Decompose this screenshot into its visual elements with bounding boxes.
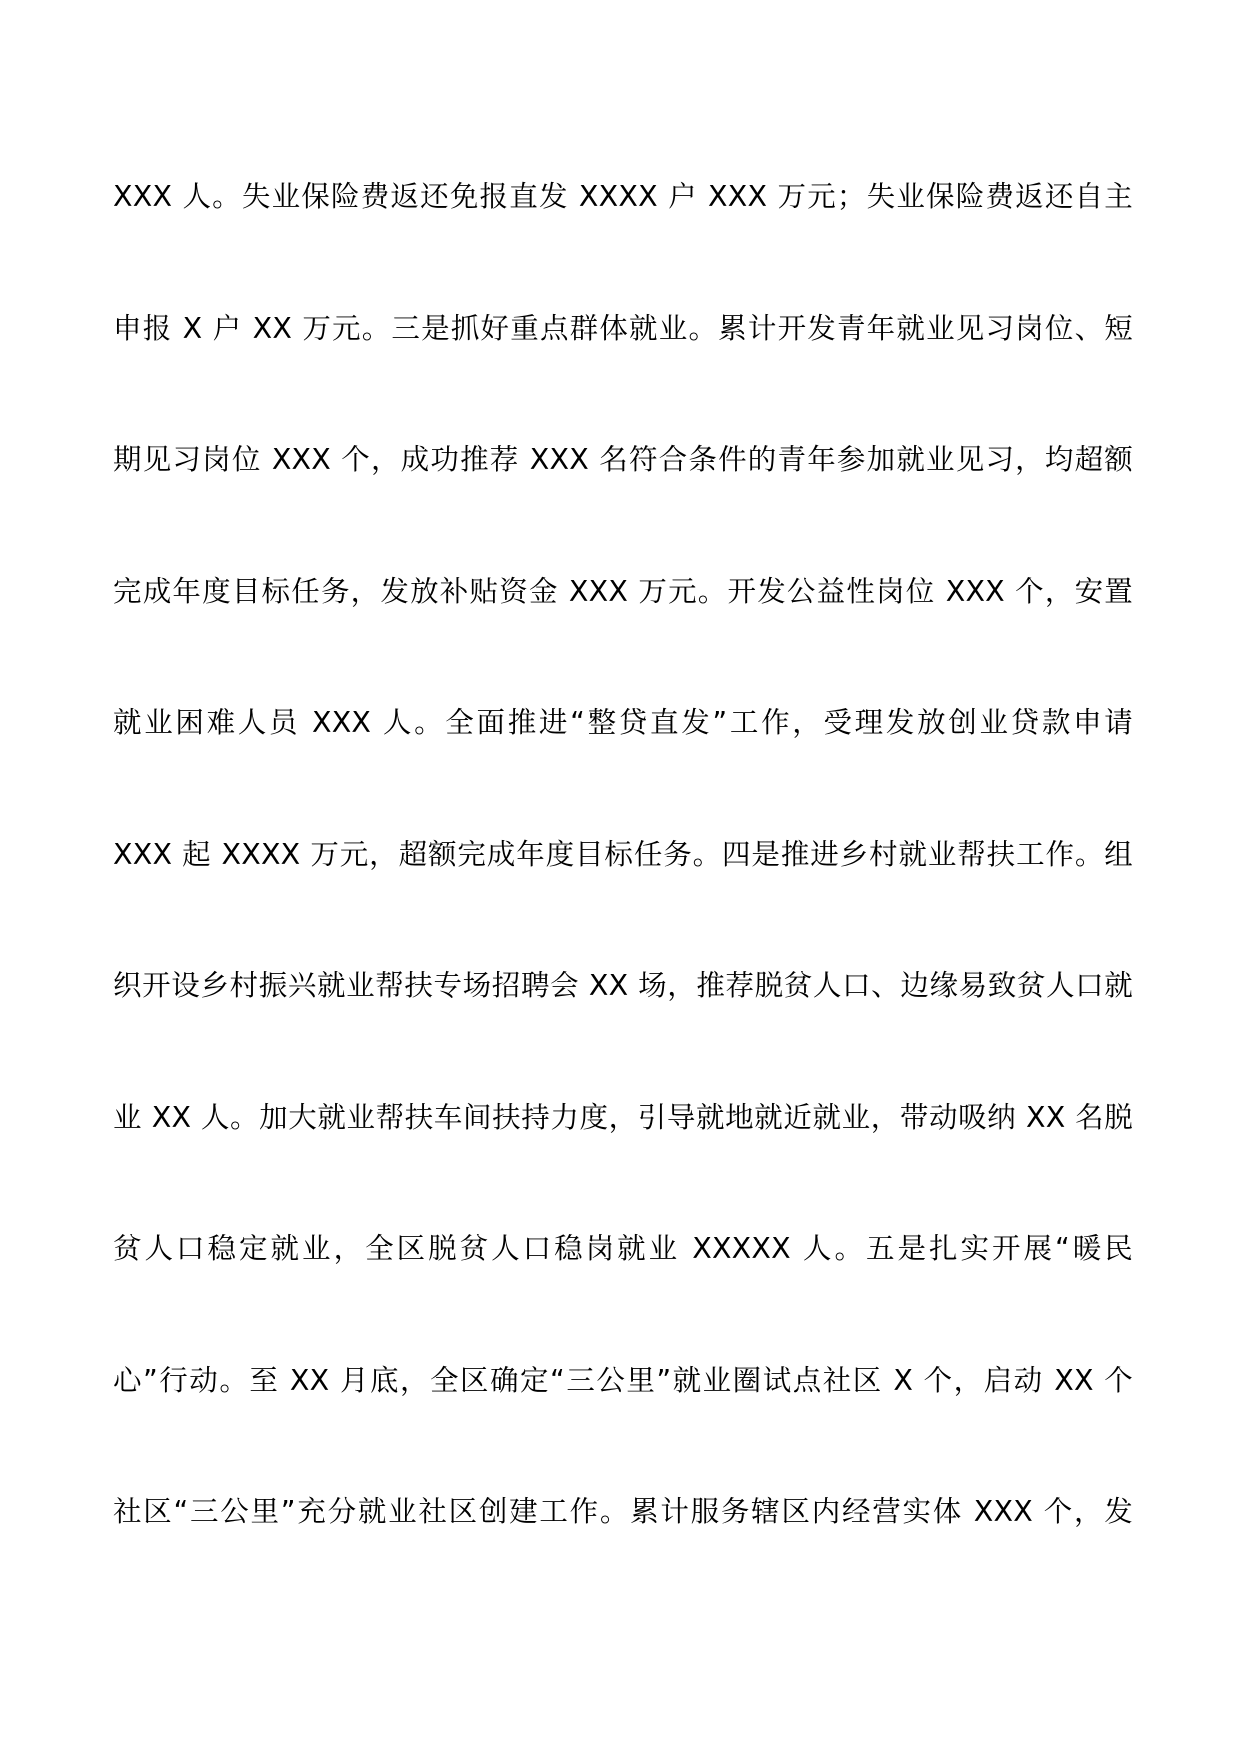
text-line: 完成年度目标任务，发放补贴资金 XXX 万元。开发公益性岗位 XXX 个，安置 bbox=[113, 574, 1133, 608]
text-line: 期见习岗位 XXX 个，成功推荐 XXX 名符合条件的青年参加就业见习，均超额 bbox=[113, 443, 1133, 476]
text-line: 心”行动。至 XX 月底，全区确定“三公里”就业圈试点社区 X 个，启动 XX 个 bbox=[113, 1363, 1133, 1397]
text-line: 申报 X 户 XX 万元。三是抓好重点群体就业。累计开发青年就业见习岗位、短 bbox=[113, 311, 1133, 345]
text-line: 贫人口稳定就业，全区脱贫人口稳岗就业 XXXXX 人。五是扎实开展“暖民 bbox=[113, 1232, 1133, 1265]
body-paragraph bbox=[113, 165, 1133, 1612]
text-line: 就业困难人员 XXX 人。全面推进“整贷直发”工作，受理发放创业贷款申请 bbox=[113, 706, 1133, 739]
text-line: 织开设乡村振兴就业帮扶专场招聘会 XX 场，推荐脱贫人口、边缘易致贫人口就 bbox=[113, 969, 1133, 1002]
text-line: 社区“三公里”充分就业社区创建工作。累计服务辖区内经营实体 XXX 个，发 bbox=[113, 1495, 1133, 1528]
text-line: XXX 人。失业保险费返还免报直发 XXXX 户 XXX 万元；失业保险费返还自主 bbox=[113, 180, 1133, 213]
text-line: XXX 起 XXXX 万元，超额完成年度目标任务。四是推进乡村就业帮扶工作。组 bbox=[113, 837, 1133, 871]
text-line: 业 XX 人。加大就业帮扶车间扶持力度，引导就地就近就业，带动吸纳 XX 名脱 bbox=[113, 1100, 1133, 1134]
